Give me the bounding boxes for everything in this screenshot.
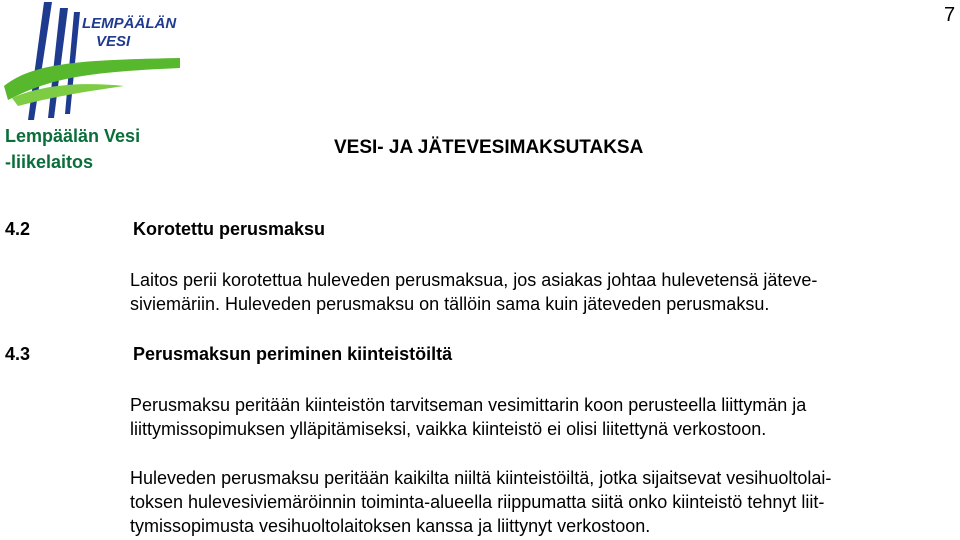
section-number: 4.2 [5,219,31,239]
paragraph [130,466,950,538]
paragraph-line: tymissopimusta vesihuoltolaitoksen kanssa ja liittynyt verkostoon. [130,516,651,536]
paragraph-line: liittymissopimuksen ylläpitämiseksi, vaikka kiinteistö ei olisi liitettynä verkostoon. [130,419,767,439]
document-title: VESI- JA JÄTEVESIMAKSUTAKSA [334,137,644,158]
paragraph [130,393,950,441]
section-title: Korotettu perusmaksu [133,219,326,239]
logo-graphic [4,2,184,122]
organization-name-line1: Lempäälän Vesi [5,126,141,146]
paragraph-line: siviemäriin. Huleveden perusmaksu on tällöin sama kuin jäteveden perusmaksu. [130,294,770,314]
paragraph [130,268,950,316]
organization-name [5,123,140,175]
paragraph-line: Perusmaksu peritään kiinteistön tarvitseman vesimittarin koon perusteella liittymän ja [130,395,807,415]
section-title: Perusmaksun periminen kiinteistöiltä [133,344,453,364]
paragraph-line: Laitos perii korotettua huleveden perusmaksua, jos asiakas johtaa hulevetensä jäteve- [130,270,818,290]
section-number: 4.3 [5,344,31,364]
organization-name-line2: -liikelaitos [5,152,94,172]
logo-text-line1: LEMPÄÄLÄN [82,15,177,32]
page-number: 7 [944,4,956,26]
paragraph-line: Huleveden perusmaksu peritään kaikilta niiltä kiinteistöiltä, jotka sijaitsevat vesihuoltolai- [130,468,832,488]
logo-text-line2: VESI [96,33,131,50]
paragraph-line: toksen hulevesiviemäröinnin toiminta-alueella riippumatta siitä onko kiinteistö tehnyt liit- [130,492,825,512]
lempaala-vesi-logo [4,2,184,122]
